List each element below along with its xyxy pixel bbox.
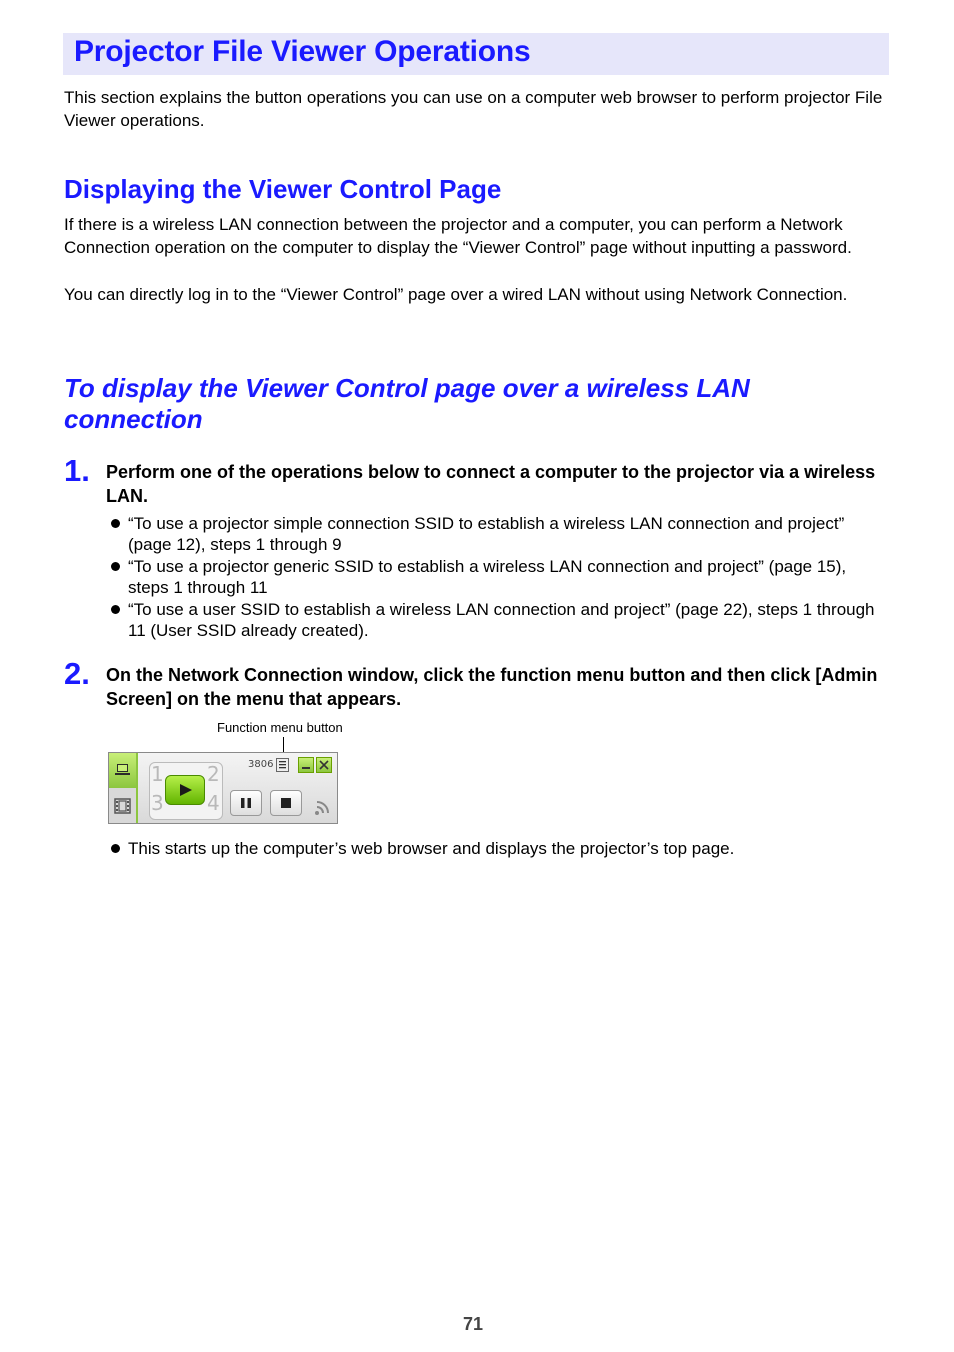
page-number: 71 (463, 1314, 484, 1334)
close-icon (317, 758, 331, 772)
close-button[interactable] (316, 757, 332, 773)
page-title: Projector File Viewer Operations (74, 35, 531, 68)
bullet-dot (111, 562, 120, 571)
stop-button[interactable] (270, 790, 302, 816)
pause-icon (240, 797, 252, 809)
minimize-button[interactable] (298, 757, 314, 773)
grid-number-1[interactable]: 1 (151, 762, 164, 786)
figure-caption: Function menu button (217, 720, 343, 735)
step-2-number: 2. (64, 656, 90, 691)
step-2-bullet-1: This starts up the computer’s web browser and displays the projector’s top page. (128, 839, 735, 858)
step-2-text: On the Network Connection window, click the function menu button and then click [Admin Screen] on the menu that appears. (106, 665, 878, 709)
bullet-dot (111, 519, 120, 528)
section-paragraph-2: You can directly log in to the “Viewer Control” page over a wired LAN without using Network Connection. (64, 285, 848, 304)
section-paragraph-1: If there is a wireless LAN connection between the projector and a computer, you can perform a Network Connection operation on the computer to display the “Viewer Control” page without inputting a password. (64, 215, 852, 257)
play-icon (179, 783, 193, 797)
intro-paragraph: This section explains the button operations you can use on a computer web browser to perform projector File Viewer operations. (64, 88, 883, 130)
step-1-bullet-2: “To use a projector generic SSID to establish a wireless LAN connection and project” (page 15), steps 1 through 11 (128, 557, 847, 597)
step-1-bullet-3: “To use a user SSID to establish a wireless LAN connection and project” (page 22), steps 1 through 11 (User SSID already created). (128, 600, 875, 640)
grid-number-3[interactable]: 3 (151, 791, 164, 815)
function-menu-button[interactable] (276, 758, 289, 772)
film-mode-button[interactable] (109, 789, 136, 823)
step-1-text: Perform one of the operations below to connect a computer to the projector via a wireless LAN. (106, 462, 876, 506)
session-counter: 3806 (248, 759, 274, 770)
function-menu-icon (277, 759, 288, 771)
grid-number-2[interactable]: 2 (207, 762, 220, 786)
wireless-icon (314, 798, 334, 816)
computer-icon (114, 763, 131, 777)
bullet-dot (111, 844, 120, 853)
step-1-bullet-1: “To use a projector simple connection SSID to establish a wireless LAN connection and project” (page 12), steps 1 through 9 (128, 514, 845, 554)
pause-button[interactable] (230, 790, 262, 816)
grid-number-4[interactable]: 4 (207, 791, 220, 815)
play-button[interactable] (165, 775, 205, 805)
computer-mode-button[interactable] (109, 753, 136, 788)
section-heading: Displaying the Viewer Control Page (64, 174, 502, 204)
subsection-heading: To display the Viewer Control page over a wireless LAN connection (64, 373, 750, 434)
film-icon (114, 798, 131, 814)
network-connection-window (108, 752, 338, 824)
stop-icon (280, 797, 292, 809)
minimize-icon (299, 758, 313, 772)
bullet-dot (111, 605, 120, 614)
step-1-number: 1. (64, 453, 90, 488)
